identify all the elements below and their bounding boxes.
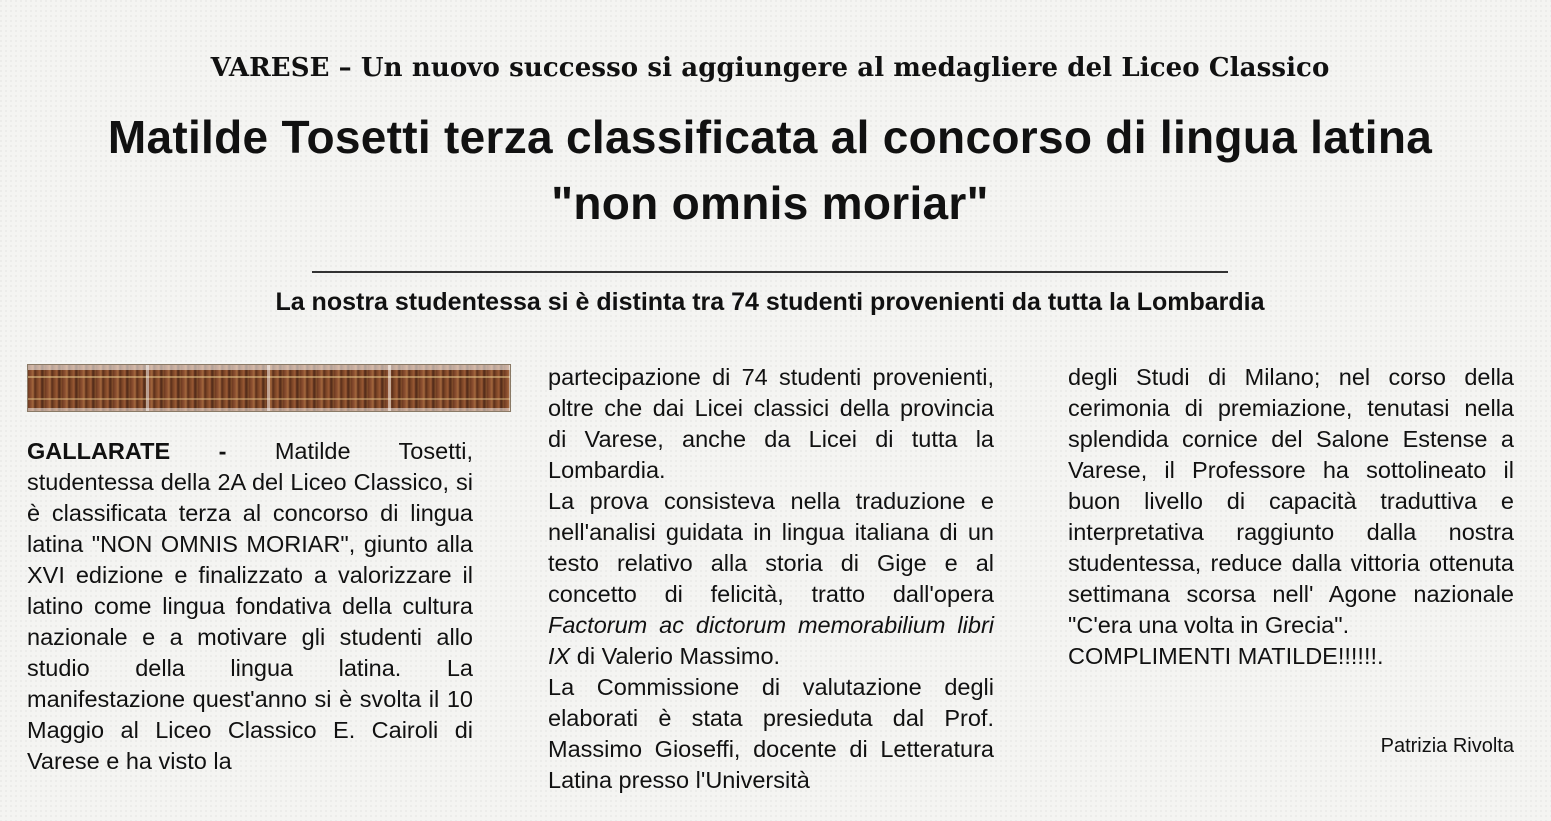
article-column-1 — [27, 436, 473, 777]
books-shelf-image — [27, 364, 511, 412]
work-title: Factorum ac dictorum memorabilium libri IX — [548, 612, 994, 669]
article-column-3 — [1068, 362, 1514, 672]
divider-rule — [312, 271, 1228, 273]
dateline: GALLARATE - — [27, 438, 227, 464]
paragraph-participation: partecipazione di 74 studenti provenienti, oltre che dai Licei classici della provincia di Varese, anche da Licei di tutta la Lombardia. — [548, 364, 994, 483]
author-signature: Patrizia Rivolta — [1380, 735, 1514, 757]
exam-text-a: La prova consisteva nella traduzione e nell'analisi guidata in lingua italiana di un testo relativo alla storia di Gige e al concetto di felicità, tratto dall'opera — [548, 488, 994, 607]
exam-text-b: di Valerio Massimo. — [570, 643, 781, 669]
article-kicker: VARESE – Un nuovo successo si aggiungere al medagliere del Liceo Classico — [210, 53, 1330, 83]
column-1-text: Matilde Tosetti, studentessa della 2A del Liceo Classico, si è classificata terza al concorso di lingua latina "NON OMNIS MORIAR", giunto alla XVI edizione e finalizzato a valorizzare il latino come lingua fondativa della cultura nazionale e a motivare gli studenti allo studio della lingua latina. La manifestazione quest'anno si è svolta il 10 Maggio al Liceo Classico E. Cairoli di Varese e ha visto la — [27, 438, 474, 774]
paragraph-commission: La Commissione di valutazione degli elaborati è stata presieduta dal Prof. Massimo Gioseffi, docente di Letteratura Latina presso l'Università — [548, 674, 994, 793]
paragraph-intro — [27, 436, 473, 777]
article-subheadline: La nostra studentessa si è distinta tra 74 studenti provenienti da tutta la Lombardia — [275, 288, 1265, 316]
paragraph-ceremony: degli Studi di Milano; nel corso della cerimonia di premiazione, tenutasi nella splendida cornice del Salone Estense a Varese, il Professore ha sottolineato il buon livello di capacità traduttiva e interpretativa raggiunto dalla nostra studentessa, reduce dalla vittoria ottenuta settimana scorsa nell' Agone nazionale "C'era una volta in Grecia". — [1068, 364, 1514, 638]
article-headline — [0, 104, 1540, 236]
books-shelf-highlight — [28, 365, 510, 411]
headline-line-2: "non omnis moriar" — [551, 177, 989, 229]
headline-line-1: Matilde Tosetti terza classificata al concorso di lingua latina — [107, 111, 1433, 163]
paragraph-congratulations: COMPLIMENTI MATILDE!!!!!!. — [1068, 643, 1384, 669]
paragraph-exam — [548, 486, 994, 672]
article-column-2 — [548, 362, 994, 796]
